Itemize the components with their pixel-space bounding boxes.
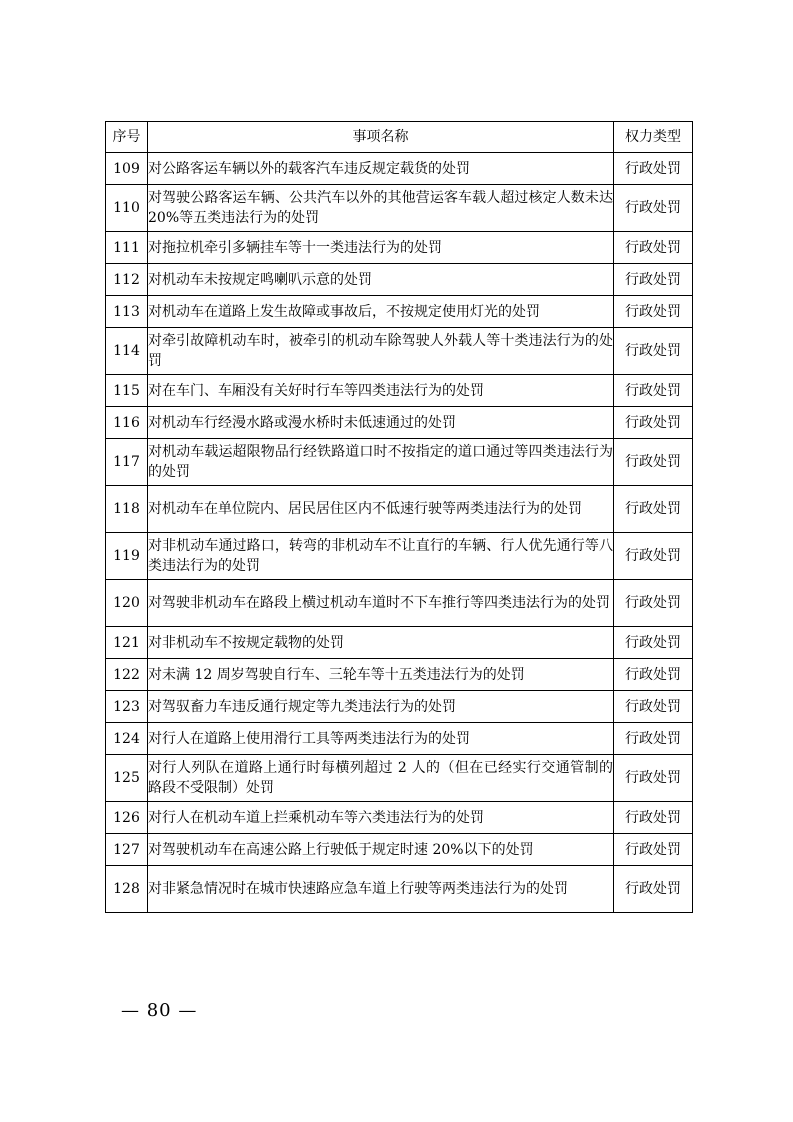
row-number: 125 (106, 755, 148, 802)
row-number: 116 (106, 407, 148, 439)
row-power-type: 行政处罚 (614, 627, 693, 659)
row-number: 122 (106, 659, 148, 691)
row-power-type: 行政处罚 (614, 232, 693, 264)
table-row (106, 659, 693, 691)
row-power-type: 行政处罚 (614, 834, 693, 866)
row-item-name: 对拖拉机牵引多辆挂车等十一类违法行为的处罚 (148, 232, 614, 264)
row-item-name: 对牵引故障机动车时，被牵引的机动车除驾驶人外载人等十类违法行为的处罚 (148, 328, 614, 375)
row-item-name: 对在车门、车厢没有关好时行车等四类违法行为的处罚 (148, 375, 614, 407)
row-number: 110 (106, 185, 148, 232)
row-item-name: 对机动车在道路上发生故障或事故后，不按规定使用灯光的处罚 (148, 296, 614, 328)
row-number: 119 (106, 533, 148, 580)
row-item-name: 对公路客运车辆以外的载客汽车违反规定载货的处罚 (148, 153, 614, 185)
table-row (106, 296, 693, 328)
table-row (106, 328, 693, 375)
table-row (106, 691, 693, 723)
table-row (106, 802, 693, 834)
row-number: 118 (106, 486, 148, 533)
row-number: 111 (106, 232, 148, 264)
row-power-type: 行政处罚 (614, 866, 693, 913)
row-item-name: 对驾驶非机动车在路段上横过机动车道时不下车推行等四类违法行为的处罚 (148, 580, 614, 627)
row-number: 114 (106, 328, 148, 375)
row-number: 115 (106, 375, 148, 407)
row-power-type: 行政处罚 (614, 755, 693, 802)
row-number: 112 (106, 264, 148, 296)
row-item-name: 对行人在机动车道上拦乘机动车等六类违法行为的处罚 (148, 802, 614, 834)
row-item-name: 对驾驶机动车在高速公路上行驶低于规定时速 20%以下的处罚 (148, 834, 614, 866)
row-item-name: 对驾驭畜力车违反通行规定等九类违法行为的处罚 (148, 691, 614, 723)
table-row (106, 580, 693, 627)
row-power-type: 行政处罚 (614, 407, 693, 439)
header-no: 序号 (106, 122, 148, 153)
row-item-name: 对机动车未按规定鸣喇叭示意的处罚 (148, 264, 614, 296)
table-row (106, 533, 693, 580)
row-item-name: 对行人在道路上使用滑行工具等两类违法行为的处罚 (148, 723, 614, 755)
row-number: 117 (106, 439, 148, 486)
row-power-type: 行政处罚 (614, 153, 693, 185)
table-row (106, 723, 693, 755)
table-row (106, 755, 693, 802)
table-row (106, 834, 693, 866)
table-row (106, 185, 693, 232)
table-row (106, 866, 693, 913)
row-number: 109 (106, 153, 148, 185)
row-item-name: 对非紧急情况时在城市快速路应急车道上行驶等两类违法行为的处罚 (148, 866, 614, 913)
row-number: 120 (106, 580, 148, 627)
row-number: 126 (106, 802, 148, 834)
row-power-type: 行政处罚 (614, 486, 693, 533)
row-number: 113 (106, 296, 148, 328)
page-number: — 80 — (121, 1000, 198, 1021)
items-table (105, 121, 693, 913)
table-row (106, 153, 693, 185)
row-power-type: 行政处罚 (614, 264, 693, 296)
row-number: 123 (106, 691, 148, 723)
row-power-type: 行政处罚 (614, 375, 693, 407)
row-power-type: 行政处罚 (614, 659, 693, 691)
row-item-name: 对机动车在单位院内、居民居住区内不低速行驶等两类违法行为的处罚 (148, 486, 614, 533)
table-row (106, 232, 693, 264)
row-power-type: 行政处罚 (614, 691, 693, 723)
table-row (106, 627, 693, 659)
row-power-type: 行政处罚 (614, 580, 693, 627)
row-power-type: 行政处罚 (614, 439, 693, 486)
table-row (106, 486, 693, 533)
row-item-name: 对机动车行经漫水路或漫水桥时未低速通过的处罚 (148, 407, 614, 439)
row-item-name: 对机动车载运超限物品行经铁路道口时不按指定的道口通过等四类违法行为的处罚 (148, 439, 614, 486)
row-item-name: 对行人列队在道路上通行时每横列超过 2 人的（但在已经实行交通管制的路段不受限制）处罚 (148, 755, 614, 802)
row-power-type: 行政处罚 (614, 533, 693, 580)
row-power-type: 行政处罚 (614, 802, 693, 834)
row-number: 121 (106, 627, 148, 659)
table-row (106, 407, 693, 439)
row-power-type: 行政处罚 (614, 328, 693, 375)
row-item-name: 对非机动车通过路口，转弯的非机动车不让直行的车辆、行人优先通行等八类违法行为的处罚 (148, 533, 614, 580)
header-type: 权力类型 (614, 122, 693, 153)
table-row (106, 264, 693, 296)
row-number: 128 (106, 866, 148, 913)
table-row (106, 375, 693, 407)
row-item-name: 对驾驶公路客运车辆、公共汽车以外的其他营运客车载人超过核定人数未达 20%等五类违法行为的处罚 (148, 185, 614, 232)
row-item-name: 对未满 12 周岁驾驶自行车、三轮车等十五类违法行为的处罚 (148, 659, 614, 691)
row-number: 127 (106, 834, 148, 866)
row-number: 124 (106, 723, 148, 755)
table-header-row (106, 122, 693, 153)
row-item-name: 对非机动车不按规定载物的处罚 (148, 627, 614, 659)
table-row (106, 439, 693, 486)
row-power-type: 行政处罚 (614, 296, 693, 328)
row-power-type: 行政处罚 (614, 185, 693, 232)
header-name: 事项名称 (148, 122, 614, 153)
row-power-type: 行政处罚 (614, 723, 693, 755)
